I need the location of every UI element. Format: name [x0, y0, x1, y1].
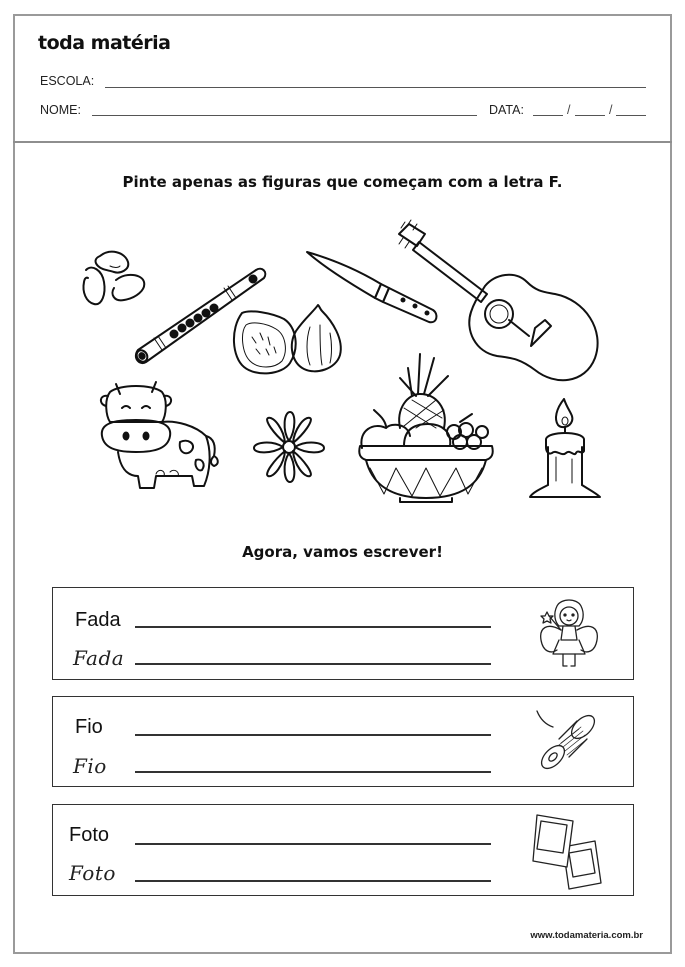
word-cursive: Fio	[73, 754, 107, 778]
write-line-print[interactable]	[135, 734, 491, 736]
write-line-print[interactable]	[135, 626, 491, 628]
name-field[interactable]	[92, 115, 477, 116]
photos-icon	[531, 811, 603, 891]
footer-url[interactable]: www.todamateria.com.br	[530, 930, 643, 941]
header-divider	[13, 141, 672, 143]
date-month-field[interactable]	[575, 115, 605, 116]
date-year-field[interactable]	[616, 115, 646, 116]
fig-icon[interactable]	[232, 303, 344, 378]
write-line-cursive[interactable]	[135, 771, 491, 773]
word-cursive: Foto	[69, 861, 116, 885]
word-cursive: Fada	[73, 646, 125, 670]
word-print: Foto	[69, 824, 110, 846]
date-label: DATA:	[489, 103, 524, 117]
writing-instruction: Agora, vamos escrever!	[242, 543, 443, 561]
word-box-fada	[52, 587, 634, 680]
write-line-cursive[interactable]	[135, 880, 491, 882]
date-day-field[interactable]	[533, 115, 563, 116]
write-line-cursive[interactable]	[135, 663, 491, 665]
brand-logo: toda matéria	[38, 32, 171, 54]
word-print: Fio	[75, 716, 103, 738]
write-line-print[interactable]	[135, 843, 491, 845]
flower-icon[interactable]	[250, 408, 328, 486]
fairy-icon	[533, 596, 603, 672]
word-box-foto	[52, 804, 634, 896]
thread-spool-icon	[533, 705, 603, 781]
candle-icon[interactable]	[526, 397, 604, 502]
date-separator: /	[609, 103, 613, 117]
word-print: Fada	[75, 609, 121, 631]
date-separator: /	[567, 103, 571, 117]
school-field[interactable]	[105, 87, 646, 88]
fruit-bowl-icon[interactable]	[356, 348, 496, 503]
word-box-fio	[52, 696, 634, 787]
school-label: ESCOLA:	[40, 74, 95, 88]
name-label: NOME:	[40, 103, 81, 117]
cow-icon[interactable]	[96, 376, 226, 494]
coloring-instruction: Pinte apenas as figuras que começam com a letra F.	[122, 173, 563, 191]
